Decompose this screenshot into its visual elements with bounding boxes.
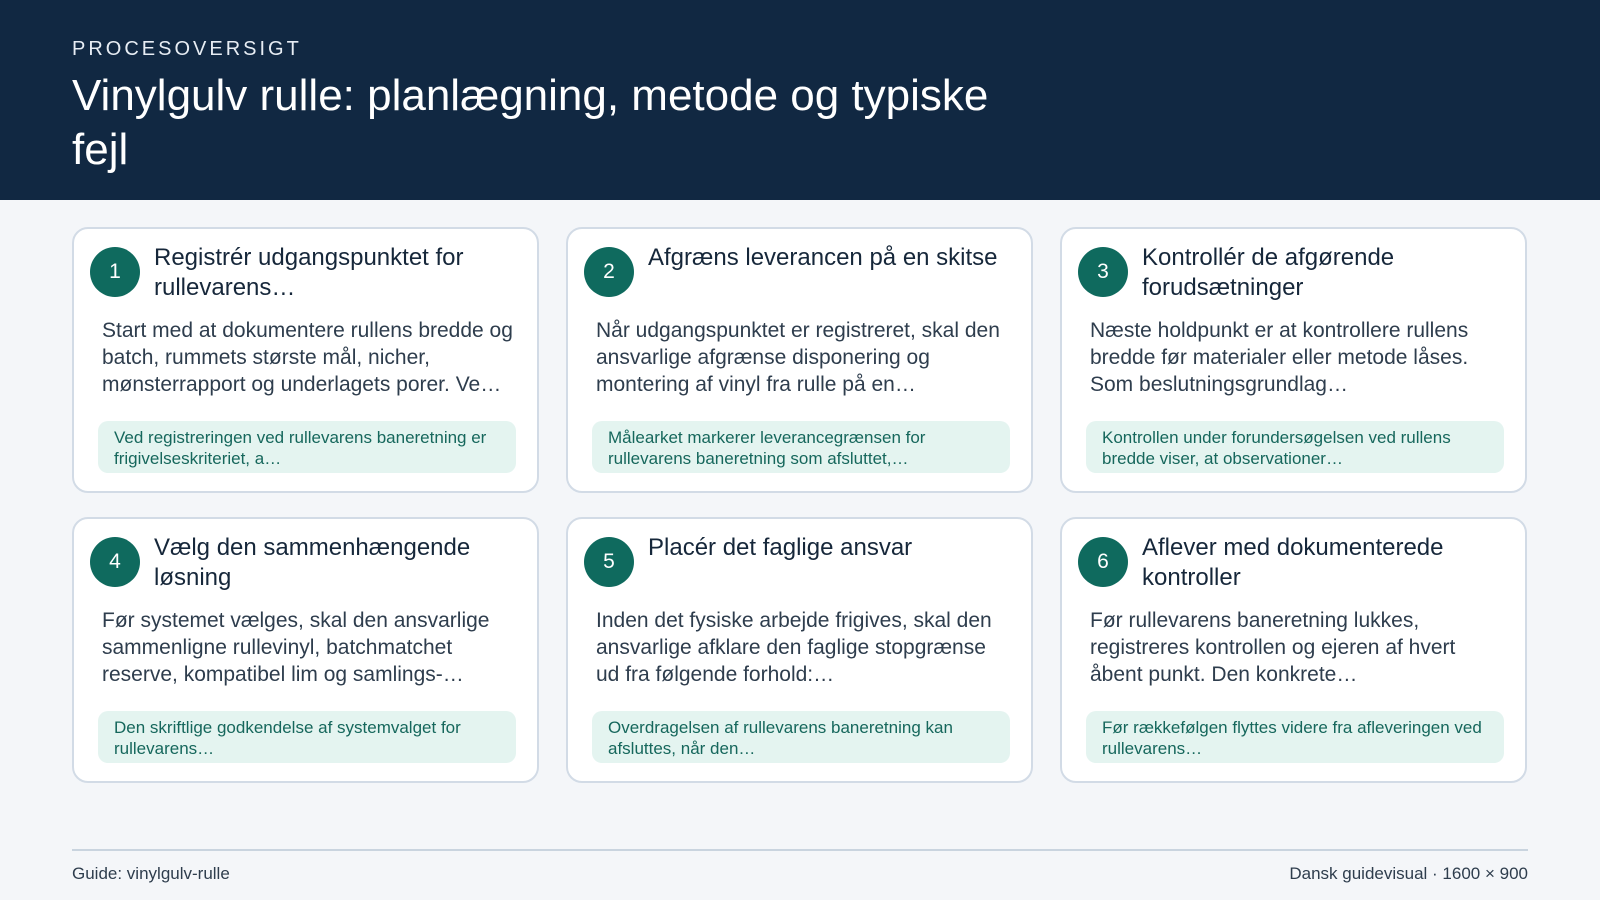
step-note-text: Før rækkefølgen flyttes videre fra afleveringen ved rullevarens… <box>1102 718 1482 758</box>
step-title: Registrér udgangspunktet for rullevarens… <box>154 244 464 301</box>
step-card-6 <box>1060 517 1527 783</box>
step-description: Før rullevarens baneretning lukkes, registreres kontrollen og ejeren af hvert åbent punkt. Den konkrete… <box>1090 609 1456 686</box>
footer-guide-label: Guide: vinylgulv-rulle <box>72 864 230 883</box>
step-number-badge: 6 <box>1078 537 1128 587</box>
step-card-5 <box>566 517 1033 783</box>
step-title: Vælg den sammenhængende løsning <box>154 534 471 591</box>
step-note <box>592 711 1010 763</box>
step-note <box>98 421 516 473</box>
step-note-text: Den skriftlige godkendelse af systemvalget for rullevarens… <box>114 718 461 758</box>
footer-divider <box>72 849 1528 851</box>
step-number-badge: 2 <box>584 247 634 297</box>
step-number-badge: 1 <box>90 247 140 297</box>
step-description: Når udgangspunktet er registreret, skal den ansvarlige afgrænse disponering og montering af vinyl fra rulle på en… <box>596 319 1000 396</box>
step-note-text: Kontrollen under forundersøgelsen ved rullens bredde viser, at observationer… <box>1102 428 1451 468</box>
step-note <box>1086 421 1504 473</box>
footer-format-label: Dansk guidevisual · 1600 × 900 <box>1289 864 1528 883</box>
step-description: Inden det fysiske arbejde frigives, skal den ansvarlige afklare den faglige stopgrænse ud fra følgende forhold:… <box>596 609 992 686</box>
step-note <box>98 711 516 763</box>
step-title: Placér det faglige ansvar <box>648 534 913 561</box>
step-card-3 <box>1060 227 1527 493</box>
step-title: Afgræns leverancen på en skitse <box>648 244 998 271</box>
eyebrow-label: PROCESOVERSIGT <box>72 38 302 60</box>
step-title: Kontrollér de afgørende forudsætninger <box>1142 244 1395 301</box>
step-card-1 <box>72 227 539 493</box>
step-note-text: Ved registreringen ved rullevarens baneretning er frigivelseskriteriet, a… <box>114 428 487 468</box>
step-card-2 <box>566 227 1033 493</box>
step-note-text: Målearket markerer leverancegrænsen for rullevarens baneretning som afsluttet,… <box>608 428 926 468</box>
step-note-text: Overdragelsen af rullevarens baneretning kan afsluttes, når den… <box>608 718 953 758</box>
step-note <box>1086 711 1504 763</box>
step-number-badge: 5 <box>584 537 634 587</box>
step-number-badge: 3 <box>1078 247 1128 297</box>
step-description: Næste holdpunkt er at kontrollere rullens bredde før materialer eller metode låses. Som beslutningsgrundlag… <box>1090 319 1469 396</box>
step-card-grid <box>72 227 1528 783</box>
step-note <box>592 421 1010 473</box>
page-header <box>0 0 1600 200</box>
step-number-badge: 4 <box>90 537 140 587</box>
page-title: Vinylgulv rulle: planlægning, metode og typiske fejl <box>72 71 989 174</box>
step-card-4 <box>72 517 539 783</box>
step-description: Før systemet vælges, skal den ansvarlige sammenligne rullevinyl, batchmatchet reserve, kompatibel lim og samlings-… <box>102 609 490 686</box>
step-description: Start med at dokumentere rullens bredde og batch, rummets største mål, nicher, mønsterrapport og underlagets porer. Ve… <box>102 319 513 396</box>
step-title: Aflever med dokumenterede kontroller <box>1142 534 1444 591</box>
